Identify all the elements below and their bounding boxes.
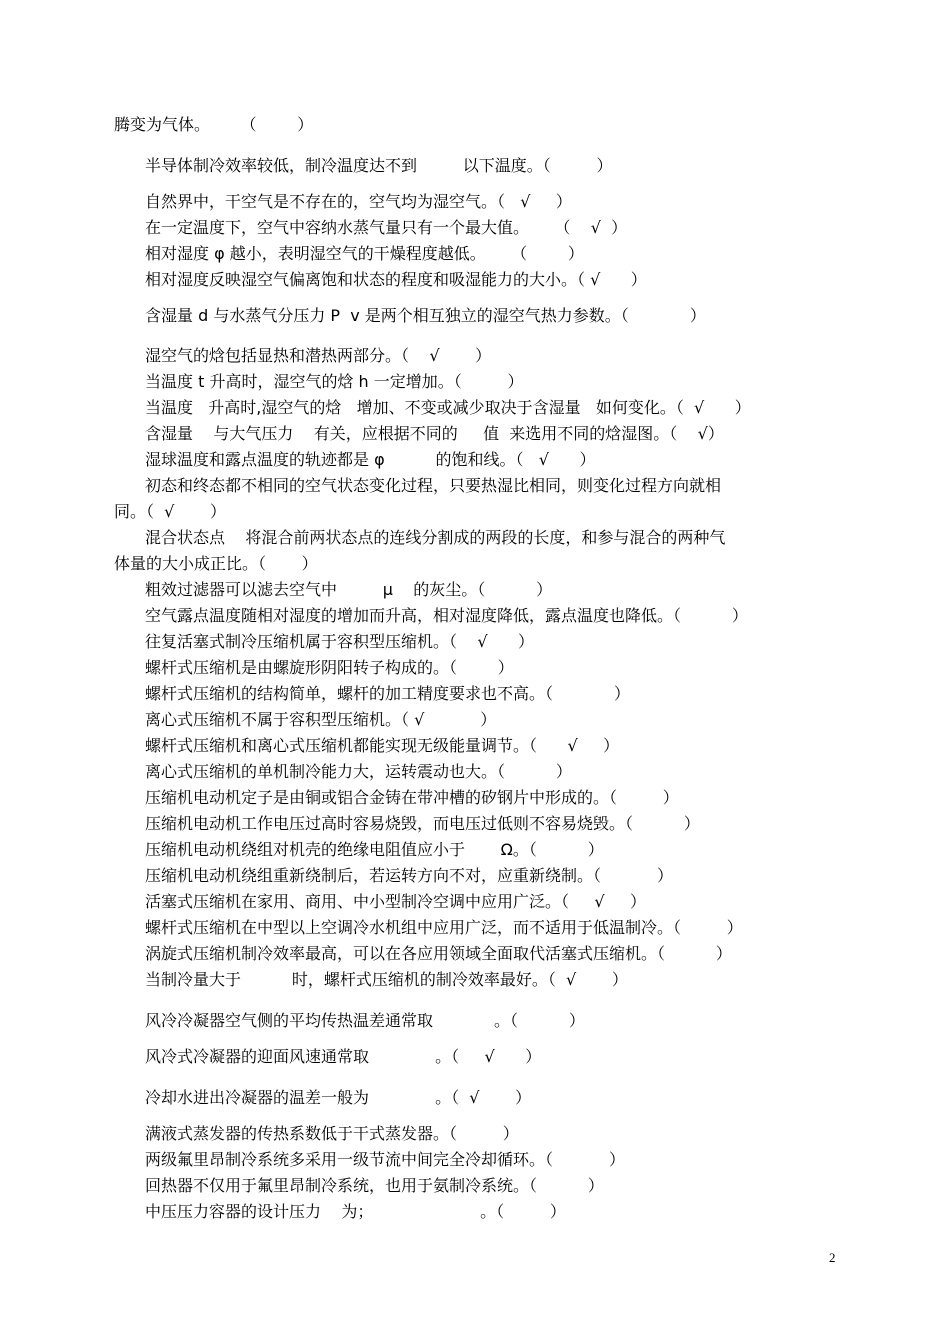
text-line: 体量的大小成正比。（ ） <box>114 554 318 573</box>
text-line: 两级氟里昂制冷系统多采用一级节流中间完全冷却循环。（ ） <box>145 1150 625 1169</box>
text-line: 离心式压缩机的单机制冷能力大，运转震动也大。（ ） <box>145 762 572 781</box>
text-line: 风冷冷凝器空气侧的平均传热温差通常取 。（ ） <box>145 1011 585 1030</box>
text-line: 活塞式压缩机在家用、商用、中小型制冷空调中应用广泛。（ √ ） <box>145 892 647 911</box>
text-line: 螺杆式压缩机和离心式压缩机都能实现无级能量调节。（ √ ） <box>145 736 620 755</box>
text-line: 满液式蒸发器的传热系数低于干式蒸发器。（ ） <box>145 1124 519 1143</box>
text-line: 回热器不仅用于氟里昂制冷系统，也用于氨制冷系统。（ ） <box>145 1176 604 1195</box>
text-line: 螺杆式压缩机在中型以上空调冷水机组中应用广泛，而不适用于低温制冷。（ ） <box>145 918 743 937</box>
text-line: 螺杆式压缩机是由螺旋形阴阳转子构成的。（ ） <box>145 658 514 677</box>
text-line: 冷却水进出冷凝器的温差一般为 。（ √ ） <box>145 1088 532 1107</box>
text-line: 湿空气的焓包括显热和潜热两部分。（ √ ） <box>145 346 492 365</box>
text-line: 同。（ √ ） <box>114 502 226 521</box>
text-line: 压缩机电动机工作电压过高时容易烧毁，而电压过低则不容易烧毁。（ ） <box>145 814 700 833</box>
text-line: 自然界中，干空气是不存在的，空气均为湿空气。（ √ ） <box>145 192 572 211</box>
text-line: 湿球温度和露点温度的轨迹都是 φ 的饱和线。（ √ ） <box>145 450 596 469</box>
text-line: 空气露点温度随相对湿度的增加而升高，相对湿度降低，露点温度也降低。（ ） <box>145 606 748 625</box>
text-line: 含湿量 d 与水蒸气分压力 P v 是两个相互独立的湿空气热力参数。（ ） <box>145 306 706 325</box>
text-line: 中压压力容器的设计压力 为； 。（ ） <box>145 1202 566 1221</box>
text-line: 风冷式冷凝器的迎面风速通常取 。（ √ ） <box>145 1047 542 1066</box>
text-line: 离心式压缩机不属于容积型压缩机。（ √ ） <box>145 710 497 729</box>
text-line: 相对湿度 φ 越小，表明湿空气的干燥程度越低。 （ ） <box>145 244 584 263</box>
text-line: 半导体制冷效率较低，制冷温度达不到 以下温度。（ ） <box>145 156 613 175</box>
text-line: 当制冷量大于 时，螺杆式压缩机的制冷效率最好。（ √ ） <box>145 970 628 989</box>
text-line: 粗效过滤器可以滤去空气中 μ 的灰尘。（ ） <box>145 580 553 599</box>
page-number: 2 <box>829 1250 836 1265</box>
text-line: 腾变为气体。 （ ） <box>114 115 314 134</box>
text-line: 相对湿度反映湿空气偏离饱和状态的程度和吸湿能力的大小。（ √ ） <box>145 270 647 289</box>
text-line: 压缩机电动机定子是由铜或铝合金铸在带冲槽的矽钢片中形成的。（ ） <box>145 788 679 807</box>
text-line: 涡旋式压缩机制冷效率最高，可以在各应用领域全面取代活塞式压缩机。（ ） <box>145 944 732 963</box>
text-line: 压缩机电动机绕组重新绕制后，若运转方向不对，应重新绕制。（ ） <box>145 866 673 885</box>
text-line: 当温度 t 升高时，湿空气的焓 h 一定增加。（ ） <box>145 372 524 391</box>
text-line: 含湿量 与大气压力 有关，应根据不同的 值 来选用不同的焓湿图。（ √） <box>145 424 724 443</box>
text-line: 当温度 升高时,湿空气的焓 增加、不变或减少取决于含湿量 如何变化。（ √ ） <box>145 398 751 417</box>
text-line: 混合状态点 将混合前两状态点的连线分割成的两段的长度，和参与混合的两种气 <box>145 528 726 547</box>
text-line: 往复活塞式制冷压缩机属于容积型压缩机。（ √ ） <box>145 632 535 651</box>
text-line: 螺杆式压缩机的结构简单，螺杆的加工精度要求也不高。（ ） <box>145 684 631 703</box>
text-line: 在一定温度下，空气中容纳水蒸气量只有一个最大值。 （ √ ） <box>145 218 628 237</box>
text-line: 压缩机电动机绕组对机壳的绝缘电阻值应小于 Ω。（ ） <box>145 840 604 859</box>
text-line: 初态和终态都不相同的空气状态变化过程，只要热湿比相同，则变化过程方向就相 <box>145 476 722 495</box>
